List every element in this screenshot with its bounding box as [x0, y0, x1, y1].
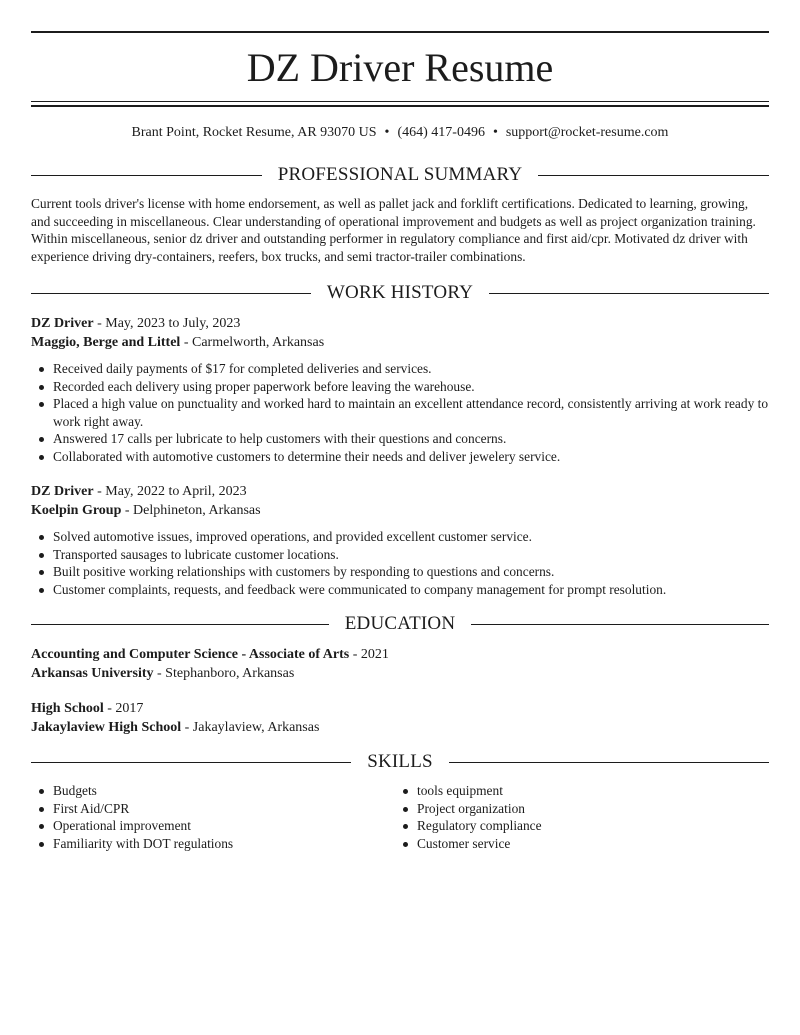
summary-section-header: [31, 163, 769, 187]
section-rule-left: [31, 624, 329, 625]
section-rule-left: [31, 175, 262, 176]
section-rule-left: [31, 762, 351, 763]
skills-list-right: [395, 782, 755, 852]
work-section-header: [31, 281, 769, 305]
contact-email[interactable]: support@rocket-resume.com: [505, 125, 669, 140]
job-entry: [31, 314, 769, 466]
degree: Accounting and Computer Science - Associate of Arts: [31, 647, 350, 662]
skill-item: Operational improvement: [31, 817, 391, 835]
skill-item: First Aid/CPR: [31, 800, 391, 818]
degree-line: [31, 699, 769, 718]
summary-heading: PROFESSIONAL SUMMARY: [277, 164, 523, 185]
skill-item: Customer service: [395, 835, 755, 853]
section-rule-right: [449, 762, 769, 763]
skills-heading: SKILLS: [367, 751, 433, 772]
title-double-rule: [31, 101, 769, 107]
list-item: Placed a high value on punctuality and worked hard to maintain an excellent attendance record, consistently arriving at work ready to work right away.: [31, 395, 769, 430]
contact-address: Brant Point, Rocket Resume, AR 93070 US: [131, 125, 377, 140]
job-dates: - May, 2023 to July, 2023: [93, 316, 241, 331]
skill-item: tools equipment: [395, 782, 755, 800]
contact-line: [31, 124, 769, 142]
school-line: [31, 718, 769, 737]
job-entry: [31, 482, 769, 598]
education-heading: EDUCATION: [344, 613, 456, 634]
section-rule-left: [31, 293, 311, 294]
list-item: Recorded each delivery using proper paperwork before leaving the warehouse.: [31, 378, 769, 396]
degree-line: [31, 645, 769, 664]
education-section-header: [31, 612, 769, 636]
section-rule-right: [538, 175, 769, 176]
job-bullets: [31, 528, 769, 598]
education-entry: [31, 699, 769, 737]
job-location: - Carmelworth, Arkansas: [180, 335, 325, 350]
work-heading: WORK HISTORY: [326, 282, 474, 303]
skill-item: Familiarity with DOT regulations: [31, 835, 391, 853]
skill-item: Budgets: [31, 782, 391, 800]
job-title-line: [31, 314, 769, 333]
job-company: Koelpin Group: [31, 503, 122, 518]
list-item: Transported sausages to lubricate customer locations.: [31, 546, 769, 564]
job-title: DZ Driver: [31, 316, 94, 331]
list-item: Solved automotive issues, improved operations, and provided excellent customer service.: [31, 528, 769, 546]
contact-separator: •: [492, 125, 498, 140]
job-dates: - May, 2022 to April, 2023: [93, 484, 247, 499]
graduation-year: - 2021: [349, 647, 389, 662]
skills-list-left: [31, 782, 391, 852]
list-item: Built positive working relationships with customers by responding to questions and concerns.: [31, 563, 769, 581]
list-item: Customer complaints, requests, and feedback were communicated to company management for prompt resolution.: [31, 581, 769, 599]
degree: High School: [31, 701, 104, 716]
job-location: - Delphineton, Arkansas: [121, 503, 261, 518]
contact-phone[interactable]: (464) 417-0496: [397, 125, 485, 140]
job-company: Maggio, Berge and Littel: [31, 335, 181, 350]
job-company-line: [31, 501, 769, 520]
school-name: Jakaylaview High School: [31, 720, 182, 735]
job-title-line: [31, 482, 769, 501]
skills-section-header: [31, 750, 769, 774]
job-company-line: [31, 333, 769, 352]
contact-separator: •: [384, 125, 390, 140]
school-location: - Jakaylaview, Arkansas: [181, 720, 320, 735]
list-item: Received daily payments of $17 for completed deliveries and services.: [31, 360, 769, 378]
section-rule-right: [489, 293, 769, 294]
skill-item: Regulatory compliance: [395, 817, 755, 835]
school-name: Arkansas University: [31, 666, 154, 681]
school-line: [31, 664, 769, 683]
graduation-year: - 2017: [103, 701, 144, 716]
job-bullets: [31, 360, 769, 466]
summary-text: Current tools driver's license with home endorsement, as well as pallet jack and forklift certifications. Dedicated to learning, growing, and succeeding in miscellaneous. Clear understanding of operational improvement and budgets as well as project organization training. Within miscellaneous, senior dz driver and outstanding performer in regulatory compliance and first aid/cpr. Motivated dz driver with experience driving dry-containers, reefers, box trucks, and semi tractor-trailer combinations.: [31, 196, 756, 264]
education-entry: [31, 645, 769, 683]
top-rule: [31, 31, 769, 33]
job-title: DZ Driver: [31, 484, 94, 499]
list-item: Answered 17 calls per lubricate to help customers with their questions and concerns.: [31, 430, 769, 448]
section-rule-right: [471, 624, 769, 625]
skill-item: Project organization: [395, 800, 755, 818]
resume-title: DZ Driver Resume: [246, 45, 554, 90]
list-item: Collaborated with automotive customers to determine their needs and deliver jewelery service.: [31, 448, 769, 466]
school-location: - Stephanboro, Arkansas: [153, 666, 295, 681]
